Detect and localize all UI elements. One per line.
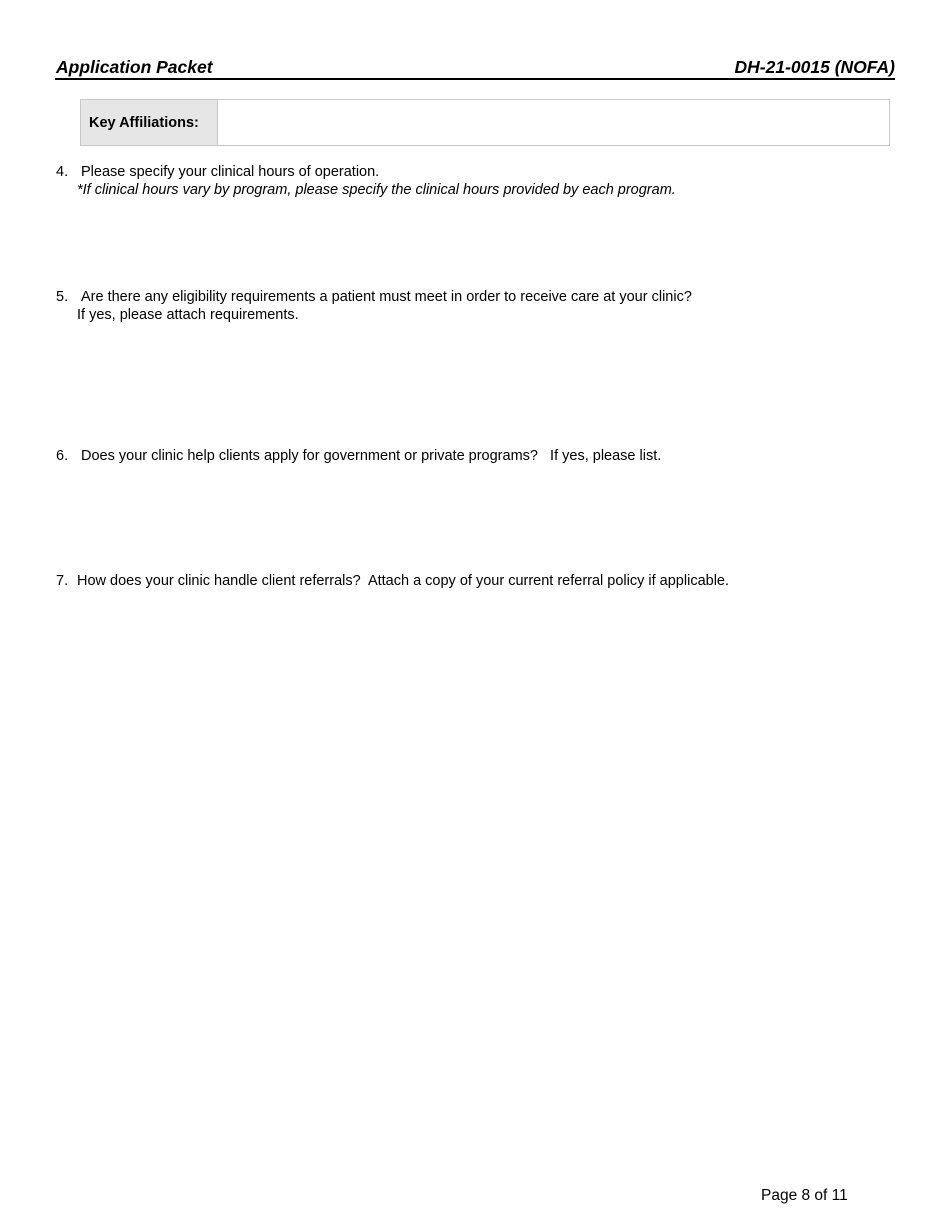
key-affiliations-field[interactable]: [218, 100, 889, 145]
key-affiliations-table: [80, 99, 890, 146]
question-text: How does your clinic handle client referrals? Attach a copy of your current referral policy if applicable.: [77, 573, 730, 589]
page-header: [55, 56, 895, 80]
question-text: Are there any eligibility requirements a patient must meet in order to receive care at your clinic?: [81, 289, 692, 305]
document-id: DH-21-0015 (NOFA): [734, 57, 895, 77]
question-5: [56, 289, 692, 324]
question-4: [56, 164, 676, 199]
question-7: [56, 538, 729, 608]
question-6: [56, 413, 661, 483]
question-note: If yes, please attach requirements.: [77, 306, 299, 323]
page-number: Page 8 of 11: [761, 1187, 848, 1204]
key-affiliations-label: Key Affiliations:: [81, 100, 218, 145]
question-text: Please specify your clinical hours of operation.: [81, 164, 380, 180]
question-number: 4.: [56, 164, 69, 180]
question-number: 6.: [56, 448, 69, 464]
question-note: *If clinical hours vary by program, please specify the clinical hours provided by each program.: [77, 181, 676, 198]
question-text: Does your clinic help clients apply for government or private programs? If yes, please list.: [81, 448, 662, 464]
header-title: Application Packet: [56, 57, 213, 77]
question-number: 7.: [56, 573, 69, 589]
question-number: 5.: [56, 289, 69, 305]
